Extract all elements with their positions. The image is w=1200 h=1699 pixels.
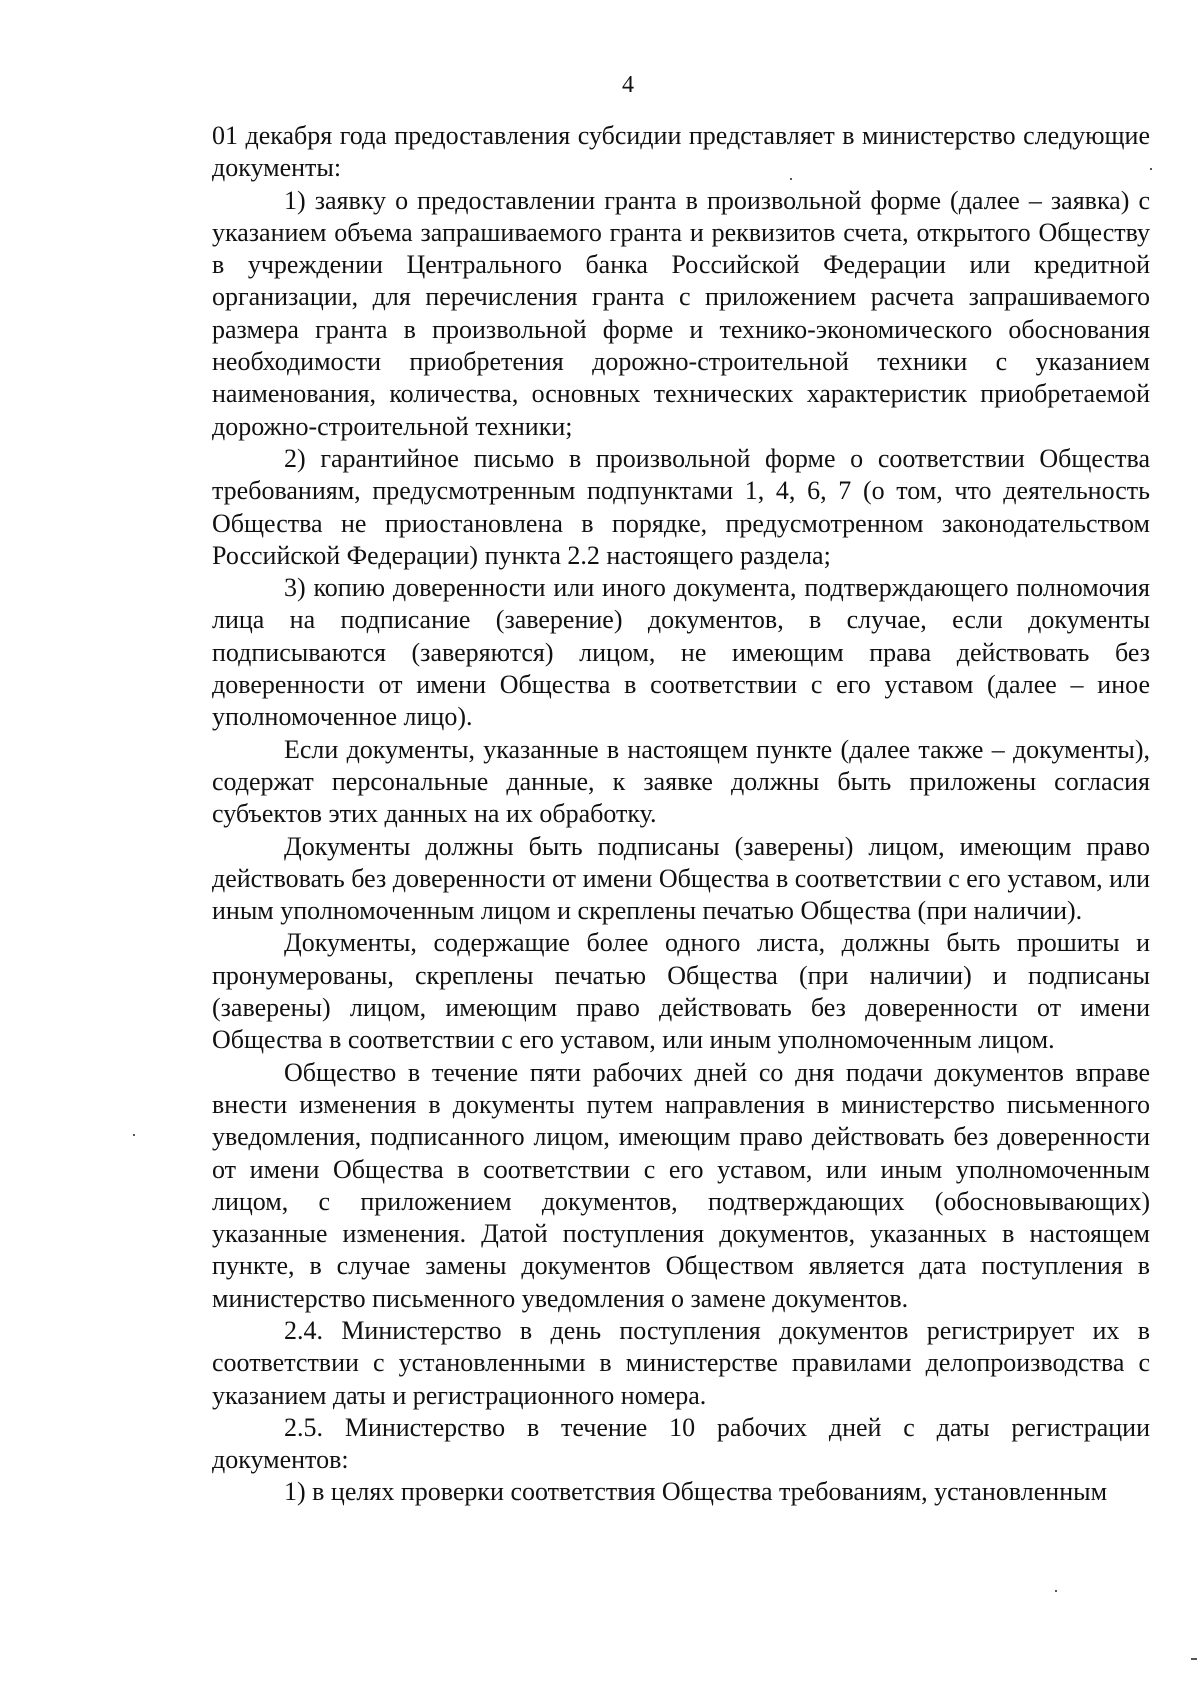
page-number: 4 (622, 72, 634, 98)
paragraph-section-2-5: 2.5. Министерство в течение 10 рабочих дней с даты регистрации документов: (212, 1412, 1150, 1475)
document-body (212, 120, 1150, 1509)
paragraph-document-changes: Общество в течение пяти рабочих дней со дня подачи документов вправе внести изменения в документы путем направления в министерство письменного уведомления, подписанного лицом, имеющим право действовать без доверенности от имени Общества в соответствии с его уставом, или иным уполномоченным лицом, с приложением документов, подтверждающих (обосновывающих) указанные изменения. Датой поступления документов, указанных в настоящем пункте, в случае замены документов Обществом является дата поступления в министерство письменного уведомления о замене документов. (212, 1057, 1150, 1313)
paragraph-binding-requirements: Документы, содержащие более одного листа, должны быть прошиты и пронумерованы, скреплены печатью Общества (при наличии) и подписаны (заверены) лицом, имеющим право действовать без доверенности от имени Общества в соответствии с его уставом, или иным уполномоченным лицом. (212, 928, 1150, 1055)
scan-speck (1191, 1658, 1197, 1660)
paragraph-personal-data: Если документы, указанные в настоящем пункте (далее также – документы), содержат персональные данные, к заявке должны быть приложены согласия субъектов этих данных на их обработку. (212, 734, 1150, 829)
scan-speck (133, 1134, 135, 1136)
paragraph-section-2-5-item-1: 1) в целях проверки соответствия Общества требованиям, установленным (284, 1477, 1108, 1507)
paragraph-section-2-4: 2.4. Министерство в день поступления документов регистрирует их в соответствии с установленными в министерстве правилами делопроизводства с указанием даты и регистрационного номера. (212, 1315, 1150, 1410)
scan-speck (790, 178, 792, 180)
scan-speck (1055, 1590, 1057, 1592)
paragraph-intro-continuation: 01 декабря года предоставления субсидии представляет в министерство следующие документы: (212, 121, 1150, 183)
paragraph-item-1-application: 1) заявку о предоставлении гранта в произвольной форме (далее – заявка) с указанием объема запрашиваемого гранта и реквизитов счета, открытого Обществу в учреждении Центрального банка Российской Федерации или кредитной организации, для перечисления гранта с приложением расчета запрашиваемого размера гранта в произвольной форме и технико-экономического обоснования необходимости приобретения дорожно-строительной техники с указанием наименования, количества, основных технических характеристик приобретаемой дорожно-строительной техники; (212, 185, 1150, 441)
paragraph-item-3-power-of-attorney: 3) копию доверенности или иного документа, подтверждающего полномочия лица на подписание (заверение) документов, в случае, если документы подписываются (заверяются) лицом, не имеющим права действовать без доверенности от имени Общества в соответствии с его уставом (далее – иное уполномоченное лицо). (212, 573, 1150, 732)
paragraph-item-2-guarantee-letter: 2) гарантийное письмо в произвольной форме о соответствии Общества требованиям, предусмотренным подпунктами 1, 4, 6, 7 (о том, что деятельность Общества не приостановлена в порядке, предусмотренном законодательством Российской Федерации) пункта 2.2 настоящего раздела; (212, 443, 1150, 570)
scan-speck (1150, 168, 1152, 170)
paragraph-signing-requirements: Документы должны быть подписаны (заверены) лицом, имеющим право действовать без доверенности от имени Общества в соответствии с его уставом, или иным уполномоченным лицом и скреплены печатью Общества (при наличии). (212, 831, 1150, 926)
